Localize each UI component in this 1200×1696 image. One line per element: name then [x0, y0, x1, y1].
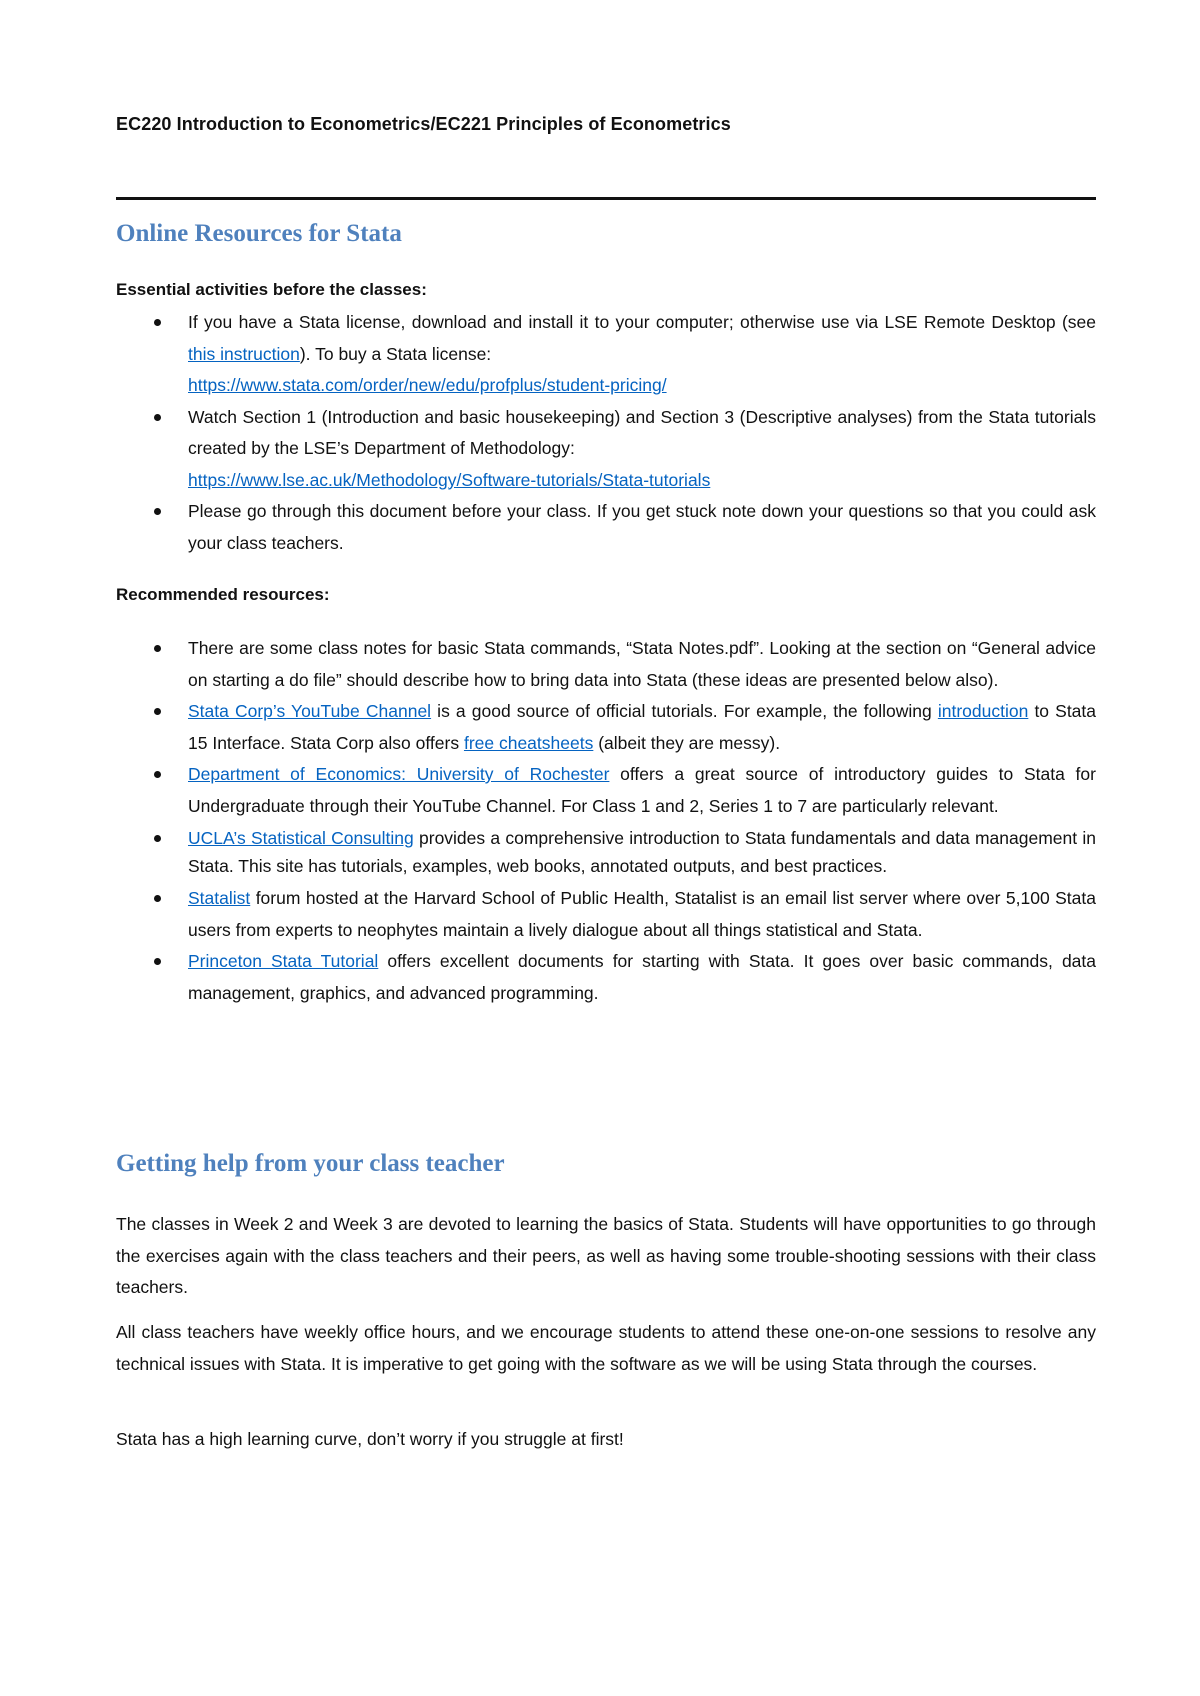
document-header: EC220 Introduction to Econometrics/EC221 Principles of Econometrics: [116, 114, 731, 134]
bullet-icon: [154, 319, 161, 326]
lse-stata-tutorials-link[interactable]: https://www.lse.ac.uk/Methodology/Software-tutorials/Stata-tutorials: [188, 469, 711, 490]
bullet-icon: [154, 895, 161, 902]
list-item-text: If you have a Stata license, download and install it to your computer; otherwise use via LSE Remote Desktop (see: [188, 312, 1096, 332]
bullet-icon: [154, 414, 161, 421]
list-item-text: offers excellent documents for starting with Stata. It goes over basic commands, data management, graphics, and advanced programming.: [188, 951, 1096, 1003]
list-item-text: to Stata 15 Interface. Stata Corp also offers: [188, 701, 1097, 753]
bullet-icon: [154, 645, 161, 652]
ucla-statistical-consulting-link[interactable]: UCLA’s Statistical Consulting: [188, 828, 414, 848]
list-item: [116, 496, 1096, 559]
list-item: [116, 307, 1096, 402]
princeton-stata-tutorial-link[interactable]: Princeton Stata Tutorial: [188, 951, 379, 971]
section-title-online-resources: Online Resources for Stata: [116, 220, 402, 247]
list-item-text: offers a great source of introductory guides to Stata for Undergraduate through their YouTube Channel. For Class 1 and 2, Series 1 to 7 are particularly relevant.: [188, 764, 1096, 816]
bullet-icon: [154, 958, 161, 965]
list-item: [116, 696, 1096, 759]
stata-youtube-channel-link[interactable]: Stata Corp’s YouTube Channel: [188, 701, 432, 721]
statalist-link[interactable]: Statalist: [188, 888, 251, 908]
bullet-icon: [154, 835, 161, 842]
introduction-link[interactable]: introduction: [937, 701, 1029, 721]
stata-pricing-link[interactable]: https://www.stata.com/order/new/edu/profplus/student-pricing/: [188, 375, 667, 395]
rochester-economics-link[interactable]: Department of Economics: University of Rochester: [188, 764, 610, 784]
list-item: [116, 759, 1096, 822]
list-item-text: ). To buy a Stata license:: [299, 343, 492, 364]
list-item: [116, 402, 1096, 497]
bullet-icon: [154, 508, 161, 515]
bullet-icon: [154, 708, 161, 715]
bullet-icon: [154, 771, 161, 778]
list-item: [116, 633, 1096, 696]
essential-activities-heading: Essential activities before the classes:: [116, 280, 427, 299]
recommended-resources-heading: Recommended resources:: [116, 585, 330, 604]
section-title-getting-help: Getting help from your class teacher: [116, 1150, 505, 1177]
list-item-text: Please go through this document before your class. If you get stuck note down your questions so that you could ask your class teachers.: [188, 501, 1096, 553]
recommended-resources-list: [116, 633, 1096, 1009]
list-item-text: (albeit they are messy).: [593, 732, 781, 753]
paragraph-learning-curve: Stata has a high learning curve, don’t worry if you struggle at first!: [116, 1429, 624, 1449]
list-item-text: Watch Section 1 (Introduction and basic housekeeping) and Section 3 (Descriptive analyses) from the Stata tutorials created by the LSE’s Department of Methodology:: [188, 406, 1096, 458]
paragraph-classes: The classes in Week 2 and Week 3 are devoted to learning the basics of Stata. Students will have opportunities to go through the exercises again with the class teachers and their peers, as well as having some trouble-shooting sessions with their class teachers.: [116, 1214, 1096, 1297]
list-item: [116, 825, 1096, 880]
list-item: [116, 883, 1096, 946]
list-item-text: is a good source of official tutorials. For example, the following: [431, 701, 938, 721]
free-cheatsheets-link[interactable]: free cheatsheets: [463, 732, 594, 753]
essential-activities-list: [116, 307, 1096, 559]
list-item-text: provides a comprehensive introduction to Stata fundamentals and data management in Stata. This site has tutorials, examples, web books, annotated outputs, and best practices.: [188, 828, 1096, 876]
this-instruction-link[interactable]: this instruction: [188, 343, 300, 364]
list-item-text: There are some class notes for basic Stata commands, “Stata Notes.pdf”. Looking at the section on “General advice on starting a do file” should describe how to bring data into Stata (these ideas are presented below also).: [188, 638, 1096, 690]
list-item: [116, 946, 1096, 1009]
list-item-text: forum hosted at the Harvard School of Public Health, Statalist is an email list server where over 5,100 Stata users from experts to neophytes maintain a lively dialogue about all things statistical and Stata.: [188, 888, 1096, 940]
paragraph-office-hours: All class teachers have weekly office hours, and we encourage students to attend these one-on-one sessions to resolve any technical issues with Stata. It is imperative to get going with the software as we will be using Stata through the courses.: [116, 1322, 1096, 1374]
header-divider: [116, 197, 1096, 200]
